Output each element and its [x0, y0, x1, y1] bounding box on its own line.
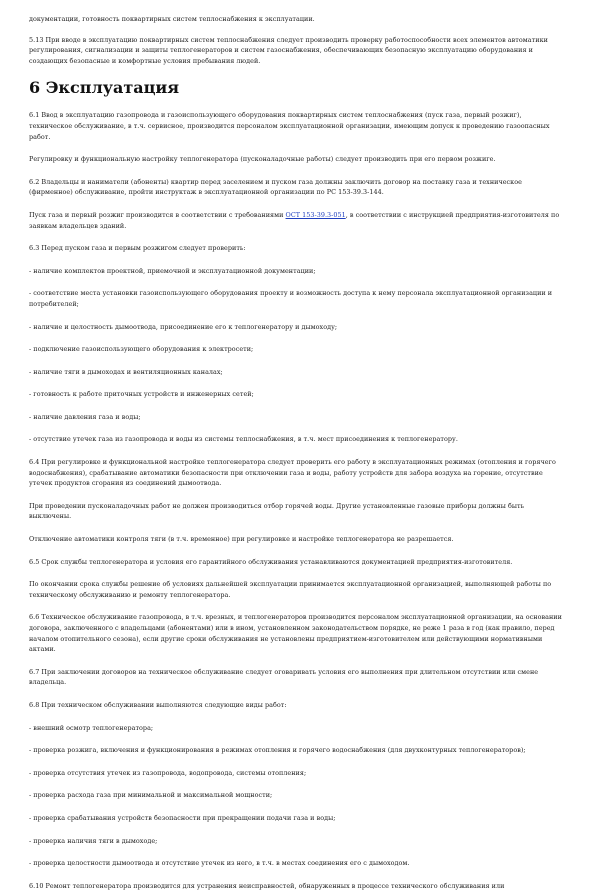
- list-item: - наличие комплектов проектной, приемочной и эксплуатационной документации;: [29, 266, 316, 275]
- list-item: - проверка срабатывания устройств безопасности при прекращении подачи газа и воды;: [29, 813, 336, 822]
- paragraph-6-7: 6.7 При заключении договоров на техническое обслуживание следует оговаривать условия его выполнения при длительном отсутствии или смене владельца.: [29, 667, 539, 687]
- list-item: - проверка розжига, включения и функционирования в режимах отопления и горячего водоснабжения (для двухконтурных теплогенераторов);: [29, 746, 526, 755]
- list-item: - отсутствие утечек газа из газопровода и воды из системы теплоснабжения, в т.ч. мест присоединения к теплогенератору.: [29, 435, 458, 444]
- paragraph-6-4c: Отключение автоматики контроля тяги (в т.ч. временное) при регулировке и настройке теплогенератора не разрешается.: [29, 535, 454, 544]
- paragraph-6-3: 6.3 Перед пуском газа и первым розжигом следует проверить:: [29, 244, 246, 253]
- paragraph-6-2b: [29, 210, 563, 231]
- list-item: - проверка расхода газа при минимальной и максимальной мощности;: [29, 791, 273, 800]
- section-title: 6 Эксплуатация: [29, 78, 180, 98]
- text-fragment: Пуск газа и первый розжиг производится в соответствии с требованиями: [29, 210, 286, 219]
- paragraph-6-5b: По окончании срока службы решение об условиях дальнейшей эксплуатации принимается эксплуатационной организацией, выполняющей работы по техническому обслуживанию и ремонту теплогенератора.: [29, 580, 552, 599]
- list-item: - внешний осмотр теплогенератора;: [29, 723, 154, 732]
- list-item: - наличие и целостность дымоотвода, присоединение его к теплогенератору и дымоходу;: [29, 322, 338, 331]
- paragraph-6-4: 6.4 При регулировке и функциональной настройке теплогенератора следует проверить его работу в эксплуатационных режимах (отопления и горячего водоснабжения), срабатывание автоматики безопасности при отключении газа и воды, работу устройств для забора воздуха на горение, отсутствие утечек продуктов сгорания из соединений дымоотвода.: [29, 458, 556, 488]
- list-item: - готовность к работе приточных устройств и инженерных сетей;: [29, 390, 254, 399]
- paragraph-6-6: 6.6 Техническое обслуживание газопровода, в т.ч. врезных, и теплогенераторов производится персоналом эксплуатационной организации, на основании договора, заключенного с владельцами (абонентами) или в ином, установленном законодательством порядке, не реже 1 раза в год (как правило, перед началом отопительного сезона), если другие сроки обслуживания не установлены предприятием-изготовителем или действующими нормативными актами.: [29, 613, 562, 654]
- paragraph-6-1: 6.1 Ввод в эксплуатацию газопровода и газоиспользующего оборудования поквартирных систем теплоснабжения (пуск газа, первый розжиг), техническое обслуживание, в т.ч. сервисное, производится персоналом эксплуатационной организации, имеющим допуск к проведению газоопасных работ.: [29, 111, 550, 141]
- list-item: - наличие давления газа и воды;: [29, 412, 141, 421]
- list-item: - проверка отсутствия утечек из газопровода, водопровода, системы отопления;: [29, 768, 307, 777]
- paragraph-6-4b: При проведении пусконаладочных работ не должен производиться отбор горячей воды. Другие установленные газовые приборы должны быть выключены.: [29, 501, 525, 521]
- paragraph-6-1b: Регулировку и функциональную настройку теплогенератора (пусконаладочные работы) следует производить при его первом розжиге.: [29, 155, 496, 164]
- paragraph-6-5: 6.5 Срок службы теплогенератора и условия его гарантийного обслуживания устанавливаются документацией предприятия-изготовителя.: [29, 557, 513, 566]
- list-item: - проверка целостности дымоотвода и отсутствие утечек из него, в т.ч. в местах соединения его с дымоходом.: [29, 859, 410, 868]
- paragraph-6-2: 6.2 Владельцы и наниматели (абоненты) квартир перед заселением и пуском газа должны заключить договор на поставку газа и техническое (фирменное) обслуживание, пройти инструктаж в эксплуатационной организации по РС 153-39.3-144.: [29, 177, 522, 197]
- list-item: - проверка наличия тяги в дымоходе;: [29, 836, 158, 845]
- list-item: - подключение газоиспользующего оборудования к электросети;: [29, 345, 254, 354]
- paragraph-5-13: 5.13 При вводе в эксплуатацию поквартирных систем теплоснабжения следует производить проверку работоспособности всех элементов автоматики регулирования, сигнализации и защиты теплогенераторов и систем газоснабжения, обеспечивающих безопасную эксплуатацию оборудования и создающих безопасные и комфортные условия пребывания людей.: [29, 35, 548, 65]
- paragraph-6-10: 6.10 Ремонт теплогенератора производится для устранения неисправностей, обнаруженных в процессе технического обслуживания или: [29, 881, 505, 890]
- paragraph-continuation: документации, готовность поквартирных систем теплоснабжения к эксплуатации.: [29, 15, 315, 23]
- ost-link[interactable]: ОСТ 153-39.3-051: [285, 210, 346, 219]
- paragraph-6-8: 6.8 При техническом обслуживании выполняются следующие виды работ:: [29, 700, 287, 709]
- list-item: - соответствие места установки газоиспользующего оборудования проекту и возможность доступа к нему персонала эксплуатационной организации и потребителей;: [29, 289, 553, 308]
- text-fragment: , в соответствии с инструкцией предприятия-изготовителя по заявкам владельцев зданий.: [29, 210, 560, 230]
- list-item: - наличие тяги в дымоходах и вентиляционных каналах;: [29, 367, 223, 376]
